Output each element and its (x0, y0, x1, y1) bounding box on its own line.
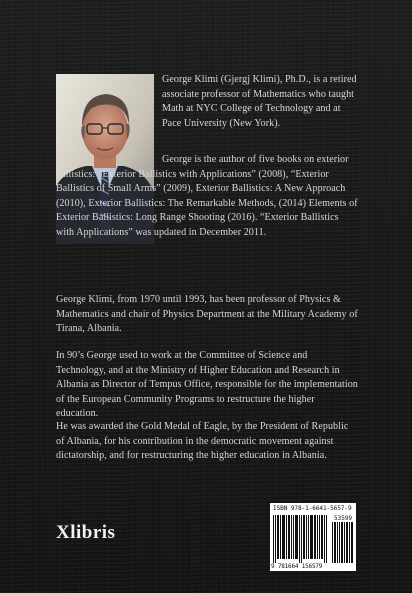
isbn-barcode (270, 503, 356, 571)
ean-barcode-bars (273, 515, 329, 563)
bio-paragraph-2: George is the author of five books on exterior ballistics: “Exterior Ballistics with Applications” (2008), “Exterior Ballistics of Small Arms” (2009), Exterior Ballistics: A New Approach (2010), Exterior Ballistics: The Remarkable Methods, (2014) Elements of Exterior Ballistics: Long Range Shooting (2016). “Exterior Ballistics with Applications” was updated in December 2011. (56, 154, 358, 238)
publisher-logo: Xlibris (56, 522, 116, 543)
isbn-label: ISBN 978-1-6641-5657-9 (273, 505, 352, 512)
bio-paragraph-3: George Klimi, from 1970 until 1993, has been professor of Physics & Mathematics and chair of Physics Department at the Military Academy of Tirana, Albania. (56, 294, 358, 335)
ean-digits: 9 781664 156579 (271, 563, 323, 570)
addon-barcode-bars (332, 522, 354, 563)
bio-paragraph-5: He was awarded the Gold Medal of Eagle, by the President of Republic of Albania, for his contribution in the democratic movement against dictatorship, and for restructuring the higher education in Albania. (56, 421, 349, 462)
bio-paragraph-1: George Klimi (Gjergj Klimi), Ph.D., is a retired associate professor of Mathematics who taught Math at NYC College of Technology and at Pace University (New York). (162, 74, 357, 129)
bio-paragraph-4: In 90’s George used to work at the Committee of Science and Technology, and at the Ministry of Higher Education and Research in Albania as Director of Tempus Office, responsible for the implementation of the European Community Programs to restructure the higher education. (56, 350, 358, 420)
addon-digits: 53599 (333, 515, 353, 522)
